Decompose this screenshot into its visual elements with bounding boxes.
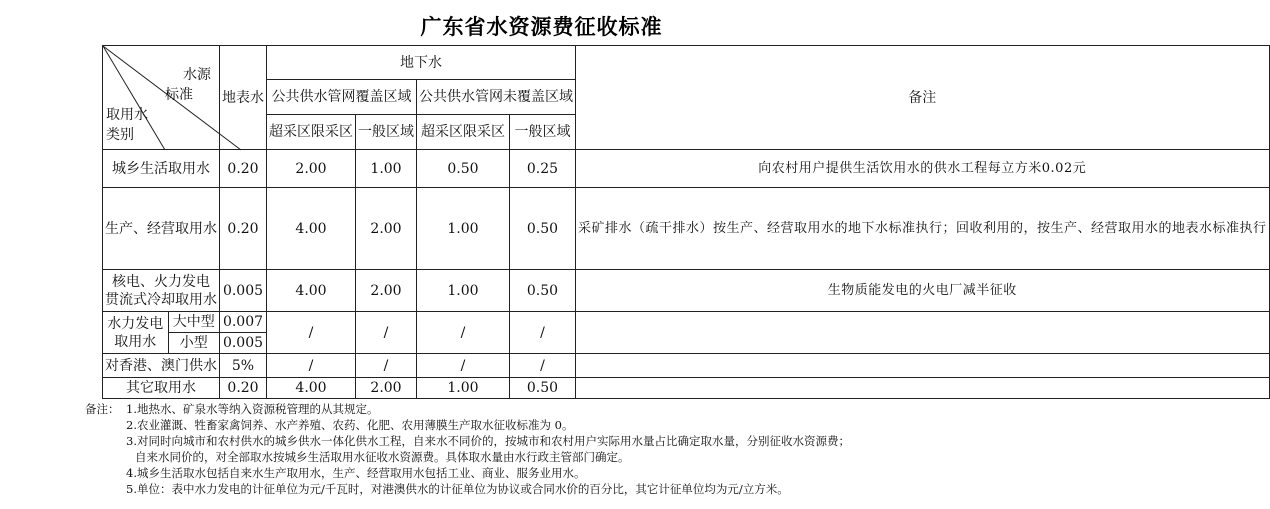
cell-uncovered-general: 0.50	[509, 378, 575, 399]
sub-label-small: 小型	[168, 333, 220, 354]
sub-label-large-medium: 大中型	[168, 312, 220, 333]
cell-covered-overdraft: 4.00	[267, 378, 356, 399]
row-label: 其它取用水	[103, 378, 220, 399]
header-surface-water: 地表水	[220, 46, 267, 150]
diagonal-header-cell	[103, 46, 220, 150]
row-label: 对香港、澳门供水	[103, 354, 220, 378]
cell-surface-large-medium: 0.007	[220, 312, 267, 333]
cell-covered-overdraft: /	[267, 354, 356, 378]
row-label-line1: 核电、火力发电	[112, 273, 210, 290]
footnote-1: 1.地热水、矿泉水等纳入资源税管理的从其规定。	[126, 402, 379, 416]
cell-note: 生物质能发电的火电厂减半征收	[576, 270, 1270, 312]
header-standard: 标准	[165, 87, 193, 103]
header-groundwater: 地下水	[267, 46, 576, 80]
table-row	[103, 312, 1270, 333]
table-row	[103, 378, 1270, 399]
header-uncovered-general: 一般区域	[509, 115, 575, 150]
row-label: 生产、经营取用水	[103, 188, 220, 270]
cell-uncovered-overdraft: 1.00	[417, 270, 510, 312]
cell-note	[576, 354, 1270, 378]
header-uncovered-area: 公共供水管网未覆盖区域	[417, 80, 576, 115]
cell-uncovered-overdraft: /	[417, 354, 510, 378]
header-covered-general: 一般区域	[356, 115, 417, 150]
cell-note	[576, 378, 1270, 399]
footnote-4: 4.城乡生活取水包括自来水生产取用水，生产、经营取用水包括工业、商业、服务业用水。	[126, 466, 586, 480]
cell-uncovered-overdraft: 1.00	[417, 188, 510, 270]
cell-surface: 0.20	[220, 378, 267, 399]
cell-surface: 0.005	[220, 270, 267, 312]
cell-uncovered-general: 0.50	[509, 270, 575, 312]
cell-uncovered-overdraft: /	[417, 312, 510, 354]
cell-covered-general: 2.00	[356, 188, 417, 270]
footnote-3: 3.对同时向城市和农村供水的城乡供水一体化供水工程，自来水不同价的，按城市和农村用户实际用水量占比确定取水量，分别征收水资源费；	[126, 434, 850, 448]
cell-uncovered-general: 0.50	[509, 188, 575, 270]
cell-covered-general: 2.00	[356, 270, 417, 312]
cell-covered-general: 1.00	[356, 150, 417, 188]
table-row	[103, 354, 1270, 378]
page-title: 广东省水资源费征收标准	[420, 15, 663, 39]
cell-covered-general: /	[356, 354, 417, 378]
row-label	[103, 312, 169, 354]
table-row	[103, 270, 1270, 312]
header-uncovered-overdraft: 超采区限采区	[417, 115, 510, 150]
header-covered-overdraft: 超采区限采区	[267, 115, 356, 150]
header-category-line2: 类别	[106, 127, 134, 143]
cell-surface: 0.20	[220, 188, 267, 270]
cell-covered-overdraft: 4.00	[267, 188, 356, 270]
footnote-3-continued: 自来水同价的，对全部取水按城乡生活取用水征收水资源费。具体取水量由水行政主管部门确定。	[135, 450, 630, 464]
cell-covered-general: /	[356, 312, 417, 354]
row-label: 城乡生活取用水	[103, 150, 220, 188]
row-label-line1: 水力发电	[107, 315, 164, 332]
cell-covered-overdraft: 4.00	[267, 270, 356, 312]
cell-note: 向农村用户提供生活饮用水的供水工程每立方米0.02元	[576, 150, 1270, 188]
table-row	[103, 188, 1270, 270]
cell-surface: 0.20	[220, 150, 267, 188]
cell-covered-overdraft: /	[267, 312, 356, 354]
cell-surface-small: 0.005	[220, 333, 267, 354]
cell-note	[576, 312, 1270, 354]
row-label-line2: 贯流式冷却取用水	[105, 291, 217, 308]
header-category-line1: 取用水	[106, 107, 148, 123]
cell-note: 采矿排水（疏干排水）按生产、经营取用水的地下水标准执行；回收利用的，按生产、经营取用水的地表水标准执行	[576, 188, 1270, 270]
footnotes	[85, 401, 1085, 497]
fee-table	[102, 45, 1270, 399]
header-covered-area: 公共供水管网覆盖区域	[267, 80, 417, 115]
cell-uncovered-general: 0.25	[509, 150, 575, 188]
table-row	[103, 150, 1270, 188]
row-label	[103, 270, 220, 312]
cell-surface: 5%	[220, 354, 267, 378]
header-water-source: 水源	[183, 67, 211, 83]
header-notes: 备注	[576, 46, 1270, 150]
cell-uncovered-general: /	[509, 354, 575, 378]
cell-uncovered-general: /	[509, 312, 575, 354]
cell-covered-general: 2.00	[356, 378, 417, 399]
row-label-line2: 取用水	[114, 333, 157, 350]
footnote-label: 备注：	[85, 402, 120, 416]
cell-uncovered-overdraft: 0.50	[417, 150, 510, 188]
cell-uncovered-overdraft: 1.00	[417, 378, 510, 399]
footnote-5: 5.单位：表中水力发电的计征单位为元/千瓦时，对港澳供水的计征单位为协议或合同水价的百分比，其它计征单位均为元/立方米。	[126, 482, 789, 496]
footnote-2: 2.农业灌溉、牲畜家禽饲养、水产养殖、农药、化肥、农用薄膜生产取水征收标准为 0。	[126, 418, 574, 432]
cell-covered-overdraft: 2.00	[267, 150, 356, 188]
